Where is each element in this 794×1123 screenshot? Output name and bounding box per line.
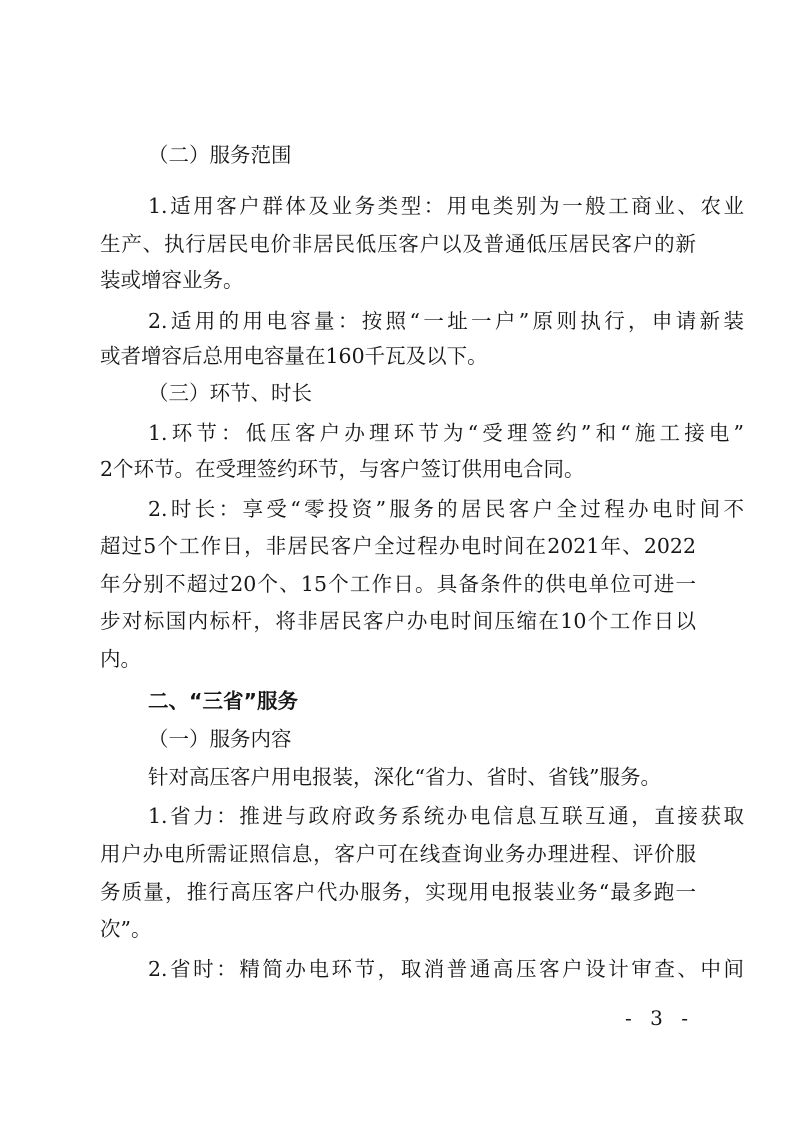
paragraph-line: 1.环节：低压客户办理环节为“受理签约”和“施工接电”: [148, 421, 744, 445]
paragraph-line: 用户办电所需证照信息，客户可在线查询业务办理进程、评价服: [100, 842, 696, 866]
paragraph-line: 2.时长：享受“零投资”服务的居民客户全过程办电时间不: [148, 497, 744, 521]
paragraph-line: 步对标国内标杆，将非居民客户办电时间压缩在10个工作日以: [100, 609, 696, 633]
paragraph-line: 内。: [100, 647, 141, 671]
paragraph-line: 年分别不超过20个、15个工作日。具备条件的供电单位可进一: [100, 572, 696, 596]
paragraph-line: 1.适用客户群体及业务类型：用电类别为一般工商业、农业: [148, 194, 744, 218]
paragraph-line: 装或增容业务。: [100, 268, 244, 292]
page-number: - 3 -: [625, 1006, 694, 1030]
paragraph-line: 次”。: [100, 917, 152, 941]
paragraph-line: 1.省力：推进与政府政务系统办电信息互联互通，直接获取: [148, 804, 744, 828]
paragraph-line: 2个环节。在受理签约环节，与客户签订供用电合同。: [100, 457, 585, 481]
section-heading-service-content: （一）服务内容: [148, 727, 292, 751]
section-heading-service-scope: （二）服务范围: [148, 143, 292, 167]
paragraph-line: 针对高压客户用电报装，深化“省力、省时、省钱”服务。: [148, 765, 661, 789]
section-heading-three-savings: 二、“三省”服务: [148, 689, 298, 713]
paragraph-line: 或者增容后总用电容量在160千瓦及以下。: [100, 344, 488, 368]
paragraph-line: 生产、执行居民电价非居民低压客户以及普通低压居民客户的新: [100, 232, 696, 256]
paragraph-line: 超过5个工作日，非居民客户全过程办电时间在2021年、2022: [100, 534, 696, 558]
paragraph-line: 务质量，推行高压客户代办服务，实现用电报装业务“最多跑一: [100, 880, 696, 904]
paragraph-line: 2.适用的用电容量：按照“一址一户”原则执行，申请新装: [148, 309, 744, 333]
paragraph-line: 2.省时：精简办电环节，取消普通高压客户设计审查、中间: [148, 957, 744, 981]
section-heading-steps-duration: （三）环节、时长: [148, 381, 312, 405]
